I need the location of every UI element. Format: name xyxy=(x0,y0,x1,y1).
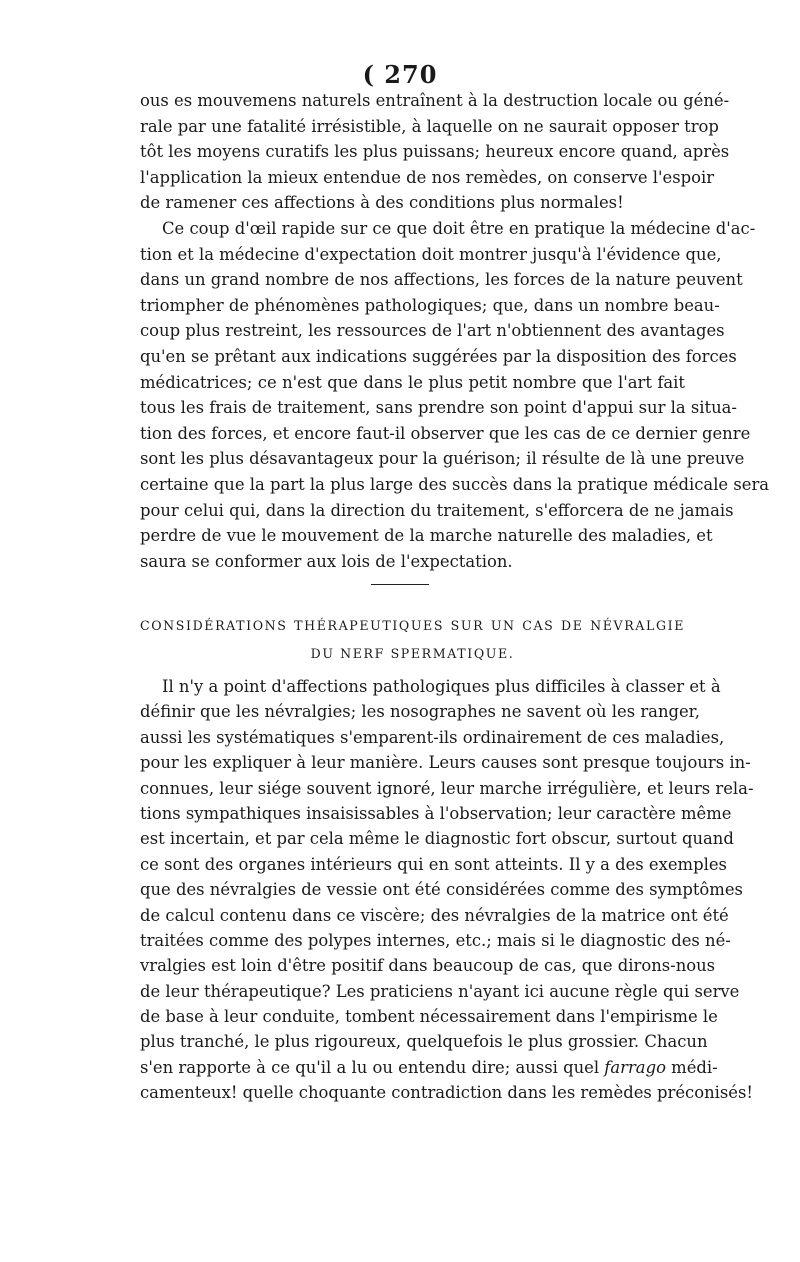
paragraph-line: que des névralgies de vessie ont été considérées comme des symptômes xyxy=(140,880,743,900)
paragraph-line: de calcul contenu dans ce viscère; des névralgies de la matrice ont été xyxy=(140,905,729,925)
paragraph-text: s'en rapporte à ce qu'il a lu ou entendu dire; aussi quel xyxy=(140,1057,600,1077)
paragraph-line: médicatrices; ce n'est que dans le plus petit nombre que l'art fait xyxy=(140,372,685,392)
paragraph-line: coup plus restreint, les ressources de l'art n'obtiennent des avantages xyxy=(140,321,725,341)
paragraph-line: traitées comme des polypes internes, etc.; mais si le diagnostic des né- xyxy=(140,930,731,950)
paragraph-line: l'application la mieux entendue de nos remèdes, on conserve l'espoir xyxy=(140,167,715,187)
paragraph-line: plus tranché, le plus rigoureux, quelquefois le plus grossier. Chacun xyxy=(140,1032,708,1052)
paragraph-line: certaine que la part la plus large des succès dans la pratique médicale sera xyxy=(140,474,770,494)
paragraph-1 xyxy=(140,88,730,216)
paragraph-line: connues, leur siége souvent ignoré, leur marche irrégulière, et leurs rela- xyxy=(140,778,754,798)
section-heading xyxy=(140,612,685,668)
section-heading-line-2: DU NERF SPERMATIQUE. xyxy=(310,646,515,661)
paragraph-line: tôt les moyens curatifs les plus puissans; heureux encore quand, après xyxy=(140,142,730,162)
paragraph-line: tion et la médecine d'expectation doit montrer jusqu'à l'évidence que, xyxy=(140,244,722,264)
paragraph-line: pour celui qui, dans la direction du traitement, s'efforcera de ne jamais xyxy=(140,500,734,520)
paragraph-line: tous les frais de traitement, sans prendre son point d'appui sur la situa- xyxy=(140,398,737,418)
paragraph-line: triompher de phénomènes pathologiques; que, dans un nombre beau- xyxy=(140,295,720,315)
paragraph-line: aussi les systématiques s'emparent-ils ordinairement de ces maladies, xyxy=(140,727,725,747)
paragraph-line: ce sont des organes intérieurs qui en sont atteints. Il y a des exemples xyxy=(140,854,727,874)
paragraph-line: camenteux! quelle choquante contradiction dans les remèdes préconisés! xyxy=(140,1083,754,1103)
paragraph-line: rale par une fatalité irrésistible, à laquelle on ne saurait opposer trop xyxy=(140,116,719,136)
paragraph-line: de ramener ces affections à des conditions plus normales! xyxy=(140,193,624,213)
paragraph-line: saura se conformer aux lois de l'expectation. xyxy=(140,551,513,571)
paragraph-text: médi- xyxy=(665,1057,718,1077)
paragraph-line: vralgies est loin d'être positif dans beaucoup de cas, que dirons-nous xyxy=(140,956,716,976)
paragraph-line: tions sympathiques insaisissables à l'observation; leur caractère même xyxy=(140,803,732,823)
paragraph-line: sont les plus désavantageux pour la guérison; il résulte de là une preuve xyxy=(140,449,745,469)
page-number: ( 270 xyxy=(362,60,438,89)
paragraph-line: Ce coup d'œil rapide sur ce que doit être en pratique la médecine d'ac- xyxy=(162,219,756,238)
paragraph-line: dans un grand nombre de nos affections, les forces de la nature peuvent xyxy=(140,270,743,290)
section-divider xyxy=(371,584,429,585)
paragraph-line: définir que les névralgies; les nosographes ne savent où les ranger, xyxy=(140,702,700,722)
paragraph-line: Il n'y a point d'affections pathologiques plus difficiles à classer et à xyxy=(162,677,721,696)
paragraph-line-with-italic xyxy=(140,1055,718,1080)
paragraph-3 xyxy=(140,674,754,1106)
italic-term: farrago xyxy=(604,1057,666,1077)
section-heading-line-1: CONSIDÉRATIONS THÉRAPEUTIQUES SUR UN CAS DE NÉVRALGIE xyxy=(140,618,685,633)
paragraph-line: tion des forces, et encore faut-il observer que les cas de ce dernier genre xyxy=(140,423,751,443)
paragraph-line: ous es mouvemens naturels entraînent à la destruction locale ou géné- xyxy=(140,91,730,110)
paragraph-line: pour les expliquer à leur manière. Leurs causes sont presque toujours in- xyxy=(140,753,751,773)
paragraph-line: perdre de vue le mouvement de la marche naturelle des maladies, et xyxy=(140,526,713,546)
paragraph-line: de base à leur conduite, tombent nécessairement dans l'empirisme le xyxy=(140,1007,718,1027)
paragraph-2 xyxy=(140,216,770,574)
paragraph-line: qu'en se prêtant aux indications suggérées par la disposition des forces xyxy=(140,346,737,366)
paragraph-line: de leur thérapeutique? Les praticiens n'ayant ici aucune règle qui serve xyxy=(140,981,740,1001)
paragraph-line: est incertain, et par cela même le diagnostic fort obscur, surtout quand xyxy=(140,829,734,849)
